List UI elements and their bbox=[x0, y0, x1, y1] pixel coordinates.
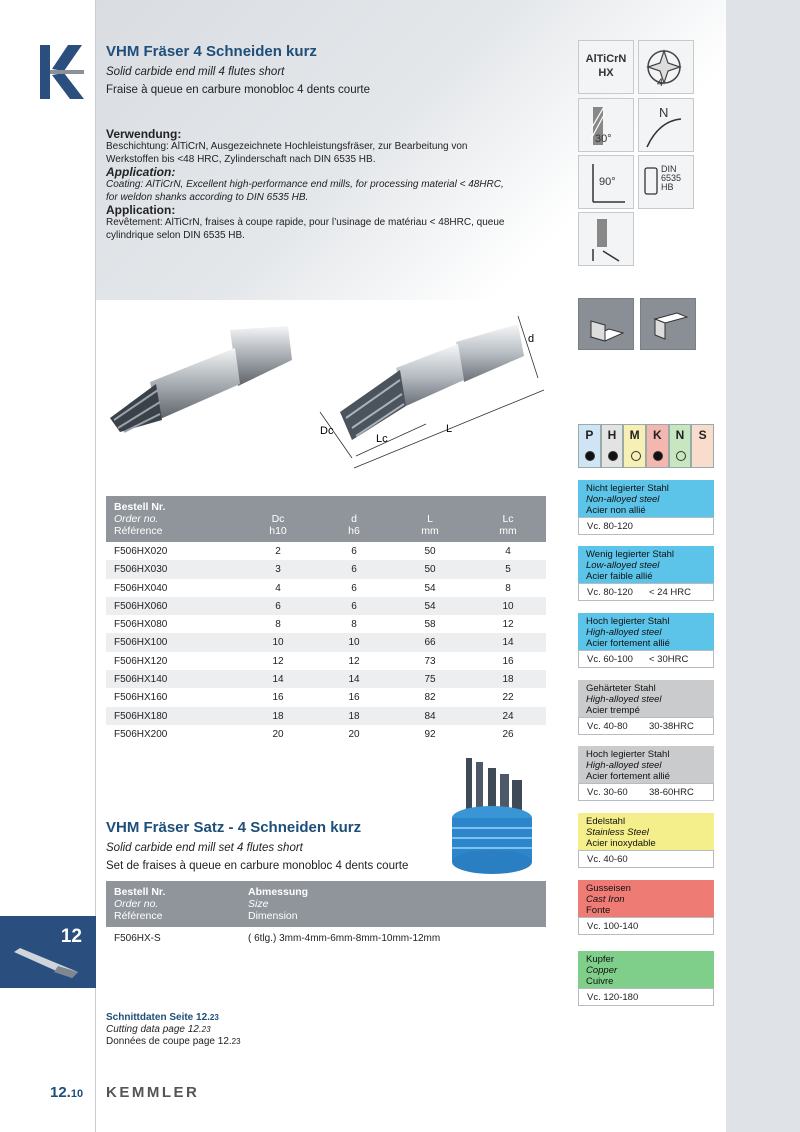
cell-dc: 6 bbox=[275, 600, 281, 612]
product-table bbox=[106, 496, 546, 743]
usage-text-en-2: for weldon shanks according to DIN 6535 HB. bbox=[106, 191, 309, 203]
coating-code: HX bbox=[598, 67, 614, 79]
cutting-speed bbox=[578, 650, 714, 668]
material-name-fr: Acier inoxydable bbox=[586, 838, 656, 849]
suitability-dot-icon bbox=[653, 451, 663, 461]
cell-d: 12 bbox=[348, 655, 360, 667]
cell-dc: 2 bbox=[275, 546, 281, 557]
set-subtitle-fr: Set de fraises à queue en carbure monobloc 4 dents courte bbox=[106, 860, 409, 872]
header-d-tol: h6 bbox=[348, 525, 360, 537]
material-cell-p bbox=[578, 424, 601, 468]
end-mill-photo bbox=[100, 320, 300, 440]
cell-ref: F506HX180 bbox=[114, 710, 168, 722]
cell-l: 75 bbox=[424, 674, 436, 686]
cutting-speed bbox=[578, 583, 714, 601]
drawing-label-d: d bbox=[528, 333, 535, 345]
set-header-ref-fr: Référence bbox=[114, 910, 163, 922]
cutting-speed bbox=[578, 917, 714, 935]
shoulder-icon bbox=[641, 299, 697, 351]
material-name-de: Wenig legierter Stahl bbox=[586, 549, 675, 560]
cell-ref: F506HX030 bbox=[114, 564, 168, 576]
set-header-size-fr: Dimension bbox=[248, 910, 298, 922]
cutting-data-fr-page: 23 bbox=[231, 1037, 241, 1046]
material-name-fr: Cuivre bbox=[586, 976, 614, 987]
cell-ref: F506HX020 bbox=[114, 546, 168, 557]
drawing-label-dc: Dc bbox=[320, 425, 334, 437]
suitability-dot-icon bbox=[631, 451, 641, 461]
header-lc: Lc bbox=[502, 513, 514, 525]
cell-dc: 4 bbox=[275, 582, 281, 594]
cell-ref: F506HX080 bbox=[114, 619, 168, 631]
page-number-sub: 10 bbox=[70, 1088, 84, 1100]
cutting-speed-value: Vc. 40-60 bbox=[587, 854, 628, 865]
material-group-header bbox=[578, 880, 714, 917]
usage-heading-fr: Application: bbox=[106, 203, 176, 217]
cutting-speed bbox=[578, 988, 714, 1006]
set-header-ref-en: Order no. bbox=[114, 898, 159, 910]
set-table bbox=[106, 881, 546, 949]
material-group bbox=[578, 613, 714, 668]
material-name-en: Low-alloyed steel bbox=[586, 560, 660, 571]
din-shank-icon bbox=[638, 155, 694, 209]
set-table-row bbox=[106, 927, 546, 949]
cell-lc: 24 bbox=[502, 710, 514, 722]
cell-l: 66 bbox=[424, 637, 436, 649]
cell-lc: 16 bbox=[502, 655, 514, 667]
set-title: VHM Fräser Satz - 4 Schneiden kurz bbox=[106, 819, 362, 836]
cell-ref: F506HX120 bbox=[114, 655, 168, 667]
material-group bbox=[578, 880, 714, 935]
tool-set-photo bbox=[446, 752, 536, 876]
set-table-header bbox=[106, 881, 546, 927]
material-group-header bbox=[578, 813, 714, 850]
material-group-header bbox=[578, 480, 714, 517]
material-group bbox=[578, 680, 714, 735]
usage-text-de-2: Werkstoffen bis <48 HRC, Zylinderschaft nach DIN 6535 HB. bbox=[106, 153, 376, 165]
cell-d: 6 bbox=[351, 582, 357, 594]
usage-text-de-1: Beschichtung: AlTiCrN, Ausgezeichnete Hochleistungsfräser, zur Bearbeitung von bbox=[106, 141, 468, 152]
material-name-en: Stainless Steel bbox=[586, 827, 649, 838]
din-label bbox=[661, 165, 681, 192]
usage-text-en-1: Coating: AlTiCrN, Excellent high-performance end mills, for processing material < 48HRC, bbox=[106, 179, 504, 190]
material-name-de: Nicht legierter Stahl bbox=[586, 483, 669, 494]
helix-value: 30° bbox=[595, 133, 612, 145]
cell-lc: 4 bbox=[505, 546, 511, 557]
cutting-speed bbox=[578, 850, 714, 868]
table-row bbox=[106, 542, 546, 560]
material-letter: H bbox=[607, 428, 617, 442]
material-group bbox=[578, 546, 714, 601]
cell-lc: 14 bbox=[502, 637, 514, 649]
cell-dc: 3 bbox=[275, 564, 281, 576]
cutting-data-reference bbox=[106, 1012, 241, 1048]
material-name-en: Copper bbox=[586, 965, 618, 976]
cell-dc: 20 bbox=[272, 728, 284, 740]
hardness-limit: 38-60HRC bbox=[649, 787, 694, 798]
material-group bbox=[578, 746, 714, 801]
usage-text-fr-2: cylindrique selon DIN 6535 HB. bbox=[106, 229, 245, 241]
cutting-data-fr[interactable] bbox=[106, 1036, 241, 1048]
page-number-main: 12. bbox=[50, 1084, 71, 1101]
cutting-speed-value: Vc. 80-120 bbox=[587, 521, 633, 532]
material-cell-n bbox=[669, 424, 692, 468]
plunge-icon bbox=[578, 212, 634, 266]
material-letter: N bbox=[675, 428, 685, 442]
dimension-drawing bbox=[306, 308, 556, 478]
cell-d: 18 bbox=[348, 710, 360, 722]
product-subtitle-fr: Fraise à queue en carbure monobloc 4 dents courte bbox=[106, 84, 371, 96]
material-name-en: High-alloyed steel bbox=[586, 694, 662, 705]
material-group-header bbox=[578, 680, 714, 717]
table-row bbox=[106, 579, 546, 597]
table-row bbox=[106, 688, 546, 706]
cutting-data-de[interactable] bbox=[106, 1012, 241, 1024]
product-title: VHM Fräser 4 Schneiden kurz bbox=[106, 43, 317, 60]
header-l: L bbox=[427, 513, 433, 525]
table-body bbox=[106, 542, 546, 743]
din-line-3: HB bbox=[661, 182, 674, 192]
set-ref: F506HX-S bbox=[114, 933, 161, 944]
material-name-en: Non-alloyed steel bbox=[586, 494, 660, 505]
drawing-label-lc: Lc bbox=[376, 433, 388, 445]
material-name-en: High-alloyed steel bbox=[586, 627, 662, 638]
cell-ref: F506HX060 bbox=[114, 600, 168, 612]
material-group-header bbox=[578, 951, 714, 988]
angle-value: 90° bbox=[599, 176, 616, 188]
set-header-size-de: Abmessung bbox=[248, 886, 309, 898]
cutting-data-en-page: 23 bbox=[201, 1025, 211, 1034]
cell-d: 10 bbox=[348, 637, 360, 649]
cell-d: 16 bbox=[348, 692, 360, 704]
material-name-en: Cast Iron bbox=[586, 894, 625, 905]
tool-type-letter: N bbox=[659, 105, 669, 120]
material-group bbox=[578, 813, 714, 868]
material-name-en: High-alloyed steel bbox=[586, 760, 662, 771]
cutting-data-de-text: Schnittdaten Seite 12. bbox=[106, 1012, 210, 1023]
cell-l: 84 bbox=[424, 710, 436, 722]
cell-ref: F506HX100 bbox=[114, 637, 168, 649]
material-suitability-grid bbox=[578, 424, 714, 468]
usage-heading-de: Verwendung: bbox=[106, 127, 182, 141]
cell-l: 73 bbox=[424, 655, 436, 667]
cell-ref: F506HX040 bbox=[114, 582, 168, 594]
material-group-header bbox=[578, 613, 714, 650]
cutting-speed-value: Vc. 60-100 bbox=[587, 654, 633, 665]
material-group-header bbox=[578, 546, 714, 583]
cell-dc: 18 bbox=[272, 710, 284, 722]
four-flutes-icon bbox=[638, 40, 694, 94]
suitability-dot-icon bbox=[676, 451, 686, 461]
material-name-de: Hoch legierter Stahl bbox=[586, 616, 670, 627]
cell-lc: 22 bbox=[502, 692, 514, 704]
material-name-fr: Acier fortement allié bbox=[586, 638, 670, 649]
cell-lc: 5 bbox=[505, 564, 511, 576]
suitability-dot-icon bbox=[608, 451, 618, 461]
cell-lc: 26 bbox=[502, 728, 514, 740]
cell-dc: 14 bbox=[272, 674, 284, 686]
set-header-size-en: Size bbox=[248, 898, 269, 910]
cell-lc: 8 bbox=[505, 582, 511, 594]
product-subtitle-en: Solid carbide end mill 4 flutes short bbox=[106, 66, 285, 78]
cell-ref: F506HX200 bbox=[114, 728, 168, 740]
material-name-fr: Acier faible allié bbox=[586, 571, 653, 582]
cutting-speed-value: Vc. 100-140 bbox=[587, 921, 639, 932]
slot-icon bbox=[579, 299, 635, 351]
cell-lc: 18 bbox=[502, 674, 514, 686]
material-cell-h bbox=[601, 424, 624, 468]
usage-heading-en: Application: bbox=[106, 165, 176, 179]
material-name-de: Gehärteter Stahl bbox=[586, 683, 656, 694]
material-cell-s bbox=[691, 424, 714, 468]
cutting-speed-value: Vc. 120-180 bbox=[587, 992, 639, 1003]
material-group-header bbox=[578, 746, 714, 783]
header-dc: Dc bbox=[271, 513, 285, 525]
material-cell-k bbox=[646, 424, 669, 468]
material-letter: K bbox=[652, 428, 662, 442]
cell-l: 54 bbox=[424, 582, 436, 594]
cell-dc: 16 bbox=[272, 692, 284, 704]
point-angle-icon bbox=[578, 155, 634, 209]
material-name-fr: Acier trempé bbox=[586, 705, 640, 716]
cutting-speed-value: Vc. 40-80 bbox=[587, 721, 628, 732]
cell-lc: 10 bbox=[502, 600, 514, 612]
set-header-ref-de: Bestell Nr. bbox=[114, 886, 166, 898]
shoulder-milling-icon bbox=[640, 298, 696, 350]
cell-dc: 8 bbox=[275, 619, 281, 631]
chapter-tab[interactable] bbox=[0, 916, 96, 988]
brand-name: KEMMLER bbox=[106, 1084, 200, 1101]
cell-l: 82 bbox=[424, 692, 436, 704]
cell-d: 6 bbox=[351, 600, 357, 612]
cutting-speed-value: Vc. 80-120 bbox=[587, 587, 633, 598]
material-name-de: Edelstahl bbox=[586, 816, 626, 827]
table-header bbox=[106, 496, 546, 542]
hardness-limit: < 30HRC bbox=[649, 654, 689, 665]
suitability-dot-icon bbox=[585, 451, 595, 461]
plunge-arrow-icon bbox=[579, 213, 635, 267]
table-row bbox=[106, 725, 546, 743]
cutting-data-en-text: Cutting data page 12. bbox=[106, 1024, 202, 1035]
cell-d: 6 bbox=[351, 546, 357, 557]
cell-l: 58 bbox=[424, 619, 436, 631]
header-l-unit: mm bbox=[421, 525, 439, 537]
material-name-de: Hoch legierter Stahl bbox=[586, 749, 670, 760]
cutting-data-de-page: 23 bbox=[209, 1013, 219, 1022]
chapter-number: 12 bbox=[60, 926, 82, 947]
kemmler-k-logo bbox=[38, 45, 84, 99]
cell-d: 6 bbox=[351, 564, 357, 576]
cell-d: 14 bbox=[348, 674, 360, 686]
usage-section bbox=[106, 128, 546, 242]
header-lc-unit: mm bbox=[499, 525, 517, 537]
table-row bbox=[106, 670, 546, 688]
material-name-fr: Fonte bbox=[586, 905, 611, 916]
cell-l: 54 bbox=[424, 600, 436, 612]
din-line-2: 6535 bbox=[661, 173, 682, 183]
cutting-data-en[interactable] bbox=[106, 1024, 241, 1036]
material-name-fr: Acier fortement allié bbox=[586, 771, 670, 782]
cell-lc: 12 bbox=[502, 619, 514, 631]
cutting-speed-value: Vc. 30-60 bbox=[587, 787, 628, 798]
cutting-data-fr-text: Données de coupe page 12. bbox=[106, 1036, 232, 1047]
table-row bbox=[106, 560, 546, 578]
flute-count: 4 bbox=[657, 77, 664, 89]
cell-dc: 12 bbox=[272, 655, 284, 667]
material-name-de: Kupfer bbox=[586, 954, 614, 965]
flute-cross-section-icon bbox=[639, 41, 695, 95]
cutting-speed bbox=[578, 517, 714, 535]
set-size: ( 6tlg.) 3mm-4mm-6mm-8mm-10mm-12mm bbox=[248, 933, 441, 944]
table-row bbox=[106, 615, 546, 633]
cell-d: 20 bbox=[348, 728, 360, 740]
drawing-label-l: L bbox=[446, 423, 453, 435]
header-dc-tol: h10 bbox=[269, 525, 287, 537]
cell-dc: 10 bbox=[272, 637, 284, 649]
cutting-speed bbox=[578, 783, 714, 801]
cell-d: 8 bbox=[351, 619, 357, 631]
set-subtitle-en: Solid carbide end mill set 4 flutes short bbox=[106, 842, 303, 854]
right-sidebar-background bbox=[726, 0, 800, 1132]
cell-ref: F506HX160 bbox=[114, 692, 168, 704]
end-mill-thumbnail-icon bbox=[8, 942, 84, 982]
cell-l: 50 bbox=[424, 564, 436, 576]
page-number bbox=[50, 1084, 83, 1101]
material-group bbox=[578, 480, 714, 535]
din-line-1: DIN bbox=[661, 164, 677, 174]
coating-icon bbox=[578, 40, 634, 94]
material-letter: S bbox=[698, 428, 707, 442]
slot-milling-icon bbox=[578, 298, 634, 350]
cell-l: 50 bbox=[424, 546, 436, 557]
table-row bbox=[106, 633, 546, 651]
cell-ref: F506HX140 bbox=[114, 674, 168, 686]
material-group bbox=[578, 951, 714, 1006]
header-d: d bbox=[351, 513, 357, 525]
table-row bbox=[106, 652, 546, 670]
cutting-speed bbox=[578, 717, 714, 735]
tool-type-icon bbox=[638, 98, 694, 152]
cell-l: 92 bbox=[424, 728, 436, 740]
header-ref-fr: Référence bbox=[114, 525, 163, 537]
table-row bbox=[106, 597, 546, 615]
material-letter: M bbox=[629, 428, 640, 442]
header-ref-en: Order no. bbox=[114, 513, 159, 525]
table-row bbox=[106, 707, 546, 725]
material-cell-m bbox=[623, 424, 646, 468]
coating-label: AlTiCrN bbox=[585, 53, 627, 65]
hardness-limit: 30-38HRC bbox=[649, 721, 694, 732]
hardness-limit: < 24 HRC bbox=[649, 587, 691, 598]
header-ref-de: Bestell Nr. bbox=[114, 501, 166, 513]
helix-angle-icon bbox=[578, 98, 634, 152]
material-name-de: Gusseisen bbox=[586, 883, 631, 894]
material-name-fr: Acier non allié bbox=[586, 505, 646, 516]
material-letter: P bbox=[585, 428, 594, 442]
usage-text-fr-1: Revêtement: AlTiCrN, fraises à coupe rapide, pour l’usinage de matériau < 48HRC, queue bbox=[106, 217, 505, 228]
